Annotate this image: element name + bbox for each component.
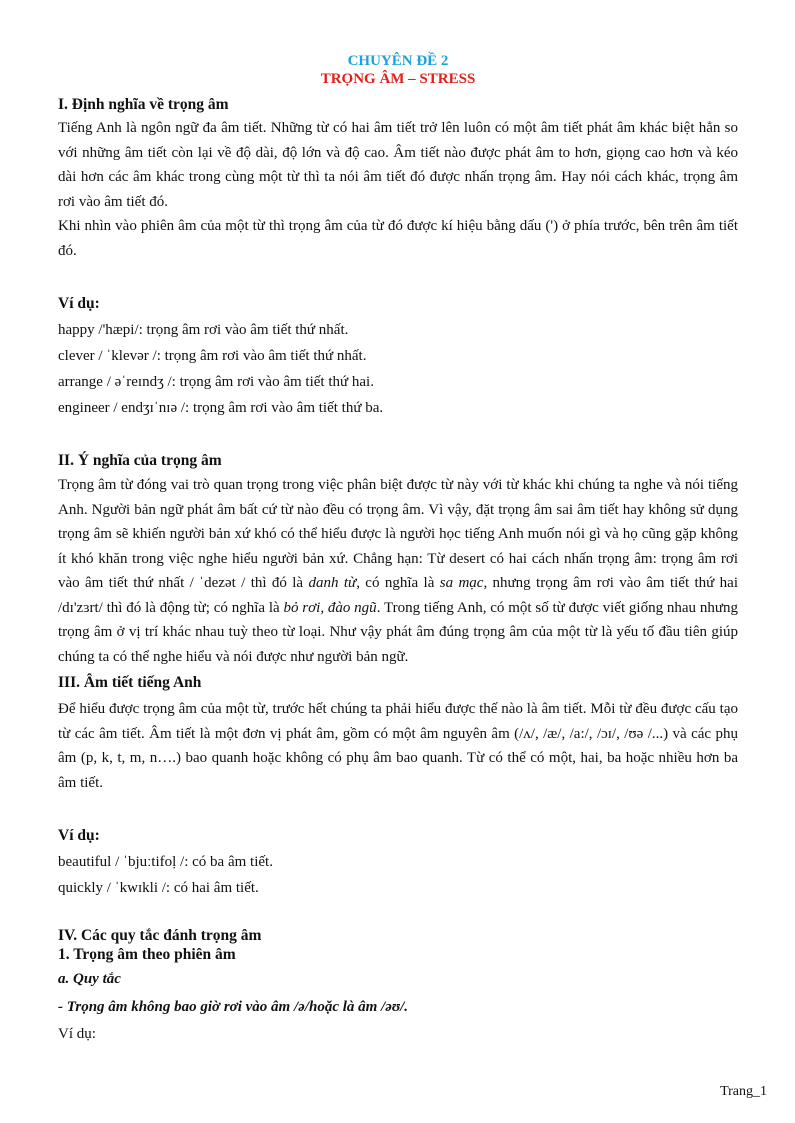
text-run: . Trong tiếng Anh, có một số từ được viết giống nhau nhưng trọng âm ở vị trí khác nhau tuỳ theo từ loại. Như vậy phát âm đúng trọng âm của một từ là yếu tố đầu tiên giúp chúng ta có thể nghe hiểu và nói được như người bản ngữ. bbox=[58, 599, 738, 665]
text-run: , nhưng trọng âm rơi vào âm tiết thứ hai /dɪ'zɜrt/ thì đó là động từ; có nghĩa là bbox=[58, 575, 738, 616]
topic-title: CHUYÊN ĐỀ 2 bbox=[347, 53, 449, 69]
section1-para2: Khi nhìn vào phiên âm của một từ thì trọng âm của từ đó được kí hiệu bằng dấu (') ở phía trước, bên trên âm tiết đó. bbox=[58, 218, 738, 259]
example-line: arrange / əˈreɪndʒ /: trọng âm rơi vào âm tiết thứ hai. bbox=[58, 374, 374, 390]
section3-example-label: Ví dụ: bbox=[58, 827, 100, 844]
section1-heading: I. Định nghĩa về trọng âm bbox=[58, 96, 229, 113]
section4-heading: IV. Các quy tắc đánh trọng âm bbox=[58, 927, 262, 944]
example-line: happy /'hæpi/: trọng âm rơi vào âm tiết thứ nhất. bbox=[58, 322, 349, 338]
section2-heading: II. Ý nghĩa của trọng âm bbox=[58, 452, 222, 469]
italic-text: sa mạc bbox=[439, 575, 484, 591]
example-line: clever / ˈklevər /: trọng âm rơi vào âm tiết thứ nhất. bbox=[58, 348, 367, 364]
section1-para1: Tiếng Anh là ngôn ngữ đa âm tiết. Những từ có hai âm tiết trở lên luôn có một âm tiết phát âm khác biệt hẳn so với những âm tiết còn lại về độ dài, độ lớn và độ cao. Âm tiết nào được phát âm to hơn, giọng cao hơn và kéo dài hơn các âm khác trong cùng một từ thì ta nói âm tiết đó được nhấn trọng âm. Hay nói cách khác, trọng âm rơi vào âm tiết đó. bbox=[58, 120, 738, 210]
section4-example-label: Ví dụ: bbox=[58, 1026, 96, 1042]
section1-example-label: Ví dụ: bbox=[58, 295, 100, 312]
document-page bbox=[58, 52, 738, 1047]
example-line: quickly / ˈkwɪkli /: có hai âm tiết. bbox=[58, 880, 259, 896]
italic-text: bỏ rơi, đào ngũ bbox=[283, 599, 377, 616]
italic-text: danh từ bbox=[308, 575, 357, 591]
page-number: Trang_1 bbox=[720, 1084, 767, 1099]
section3-para: Để hiểu được trọng âm của một từ, trước hết chúng ta phải hiểu được thế nào là âm tiết. Mỗi từ đều được cấu tạo từ các âm tiết. Âm tiết là một đơn vị phát âm, gồm có một âm nguyên âm (/ʌ/, /æ/, /a:/, /ɔɪ/, /ʊə /...) và các phụ âm (p, k, t, m, n….) bao quanh hoặc không có phụ âm bao quanh. Từ có thể có một, hai, ba hoặc nhiều hơn ba âm tiết. bbox=[58, 701, 738, 791]
text-run: Trọng âm từ đóng vai trò quan trọng trong việc phân biệt được từ này với từ khác khi chúng ta nghe và nói tiếng Anh. Người bản ngữ phát âm bất cứ từ nào đều có trọng âm. Vì vậy, đặt trọng âm sai âm tiết hay không sử dụng trọng âm sẽ khiến người bản xứ khó có thể hiểu được là người học tiếng Anh muốn nói gì và họ cũng gặp không ít khó khăn trong việc nghe hiểu người bản xứ. Chẳng hạn: Từ desert có hai cách nhấn trọng âm: trọng âm rơi vào âm tiết thứ nhất / ˈdezət / thì đó là bbox=[58, 477, 738, 591]
example-line: beautiful / ˈbjuːtifoḷ /: có ba âm tiết. bbox=[58, 854, 273, 870]
section4-sub-a: a. Quy tắc bbox=[58, 971, 121, 987]
topic-subtitle: TRỌNG ÂM – STRESS bbox=[320, 71, 476, 87]
example-line: engineer / endʒɪˈnɪə /: trọng âm rơi vào âm tiết thứ ba. bbox=[58, 400, 384, 416]
section2-para bbox=[58, 473, 738, 669]
text-run: , có nghĩa là bbox=[356, 575, 440, 591]
section3-heading: III. Âm tiết tiếng Anh bbox=[58, 674, 202, 691]
section4-rule: - Trọng âm không bao giờ rơi vào âm /ə/hoặc là âm /əʊ/. bbox=[58, 999, 409, 1015]
section4-sub1: 1. Trọng âm theo phiên âm bbox=[58, 946, 236, 963]
